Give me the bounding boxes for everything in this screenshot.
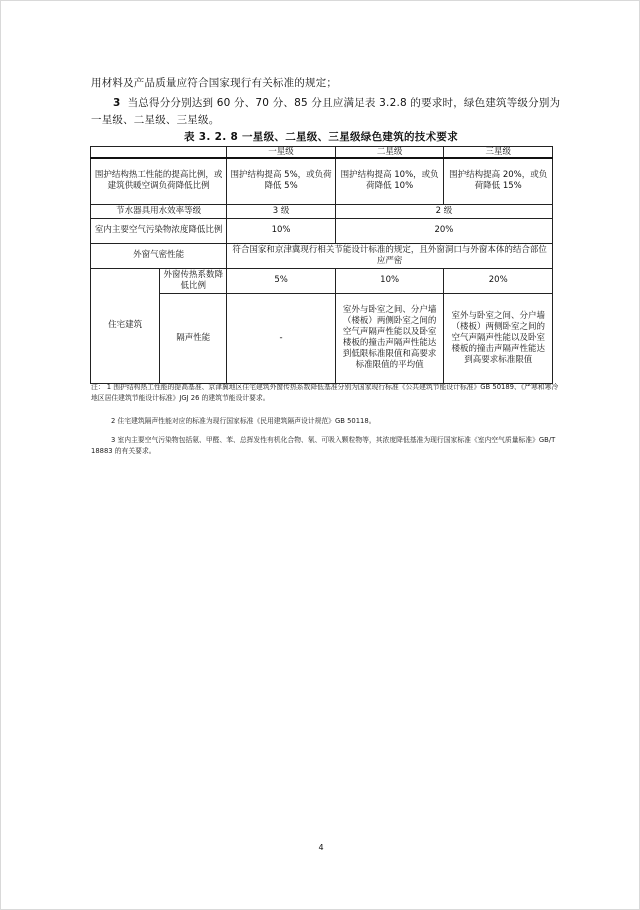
header-two-star: 二星级: [335, 147, 444, 159]
table-note-1: [91, 382, 559, 404]
cell-pollutant-one: 10%: [227, 218, 336, 243]
cell-envelope-one: 围护结构提高 5%，或负荷降低 5%: [227, 158, 336, 204]
note-prefix: 注：: [91, 383, 105, 391]
group-label-residential: 住宅建筑: [91, 268, 160, 383]
clause-number: 3: [113, 97, 121, 109]
cell-window-two: 10%: [335, 268, 444, 293]
table-row: [91, 218, 553, 243]
table-row: [91, 158, 553, 204]
cell-sound-two: 室外与卧室之间、分户墙（楼板）两侧卧室之间的空气声隔声性能以及卧室楼板的撞击声隔声性能达到低限标准限值和高要求标准限值的平均值: [335, 293, 444, 383]
cell-airtight-value: 符合国家和京津冀现行相关节能设计标准的规定，且外窗洞口与外窗本体的结合部位应严密: [227, 243, 553, 268]
cell-envelope-three: 围护结构提高 20%，或负荷降低 15%: [444, 158, 553, 204]
row-label-window: 外窗传热系数降低比例: [160, 268, 227, 293]
note-1-text: 1 围护结构热工性能的提高基准、京津冀地区住宅建筑外窗传热系数降低基准分别为国家现行标准《公共建筑节能设计标准》GB 50189、《严寒和寒冷地区居住建筑节能设计标准》JGJ 26 的建筑节能设计要求。: [91, 383, 559, 402]
clause-text: 当总得分分别达到 60 分、70 分、85 分且应满足表 3.2.8 的要求时，绿色建筑等级分别为一星级、二星级、三星级。: [91, 97, 561, 126]
row-label-water: 节水器具用水效率等级: [91, 204, 227, 218]
cell-sound-three: 室外与卧室之间、分户墙（楼板）两侧卧室之间的空气声隔声性能以及卧室楼板的撞击声隔声性能达到高要求标准限值: [444, 293, 553, 383]
header-blank: [91, 147, 227, 159]
table-row: [91, 268, 553, 293]
requirements-table: [90, 146, 553, 384]
cell-window-three: 20%: [444, 268, 553, 293]
body-paragraph-1: 用材料及产品质量应符合国家现行有关标准的规定；: [91, 77, 338, 89]
table-row: [91, 243, 553, 268]
cell-window-one: 5%: [227, 268, 336, 293]
row-label-sound: 隔声性能: [160, 293, 227, 383]
row-label-pollutant: 室内主要空气污染物浓度降低比例: [91, 218, 227, 243]
table-header-row: [91, 147, 553, 159]
cell-water-one: 3 级: [227, 204, 336, 218]
header-three-star: 三星级: [444, 147, 553, 159]
table-row: [91, 204, 553, 218]
page-number: 4: [318, 843, 324, 852]
table-note-2: 2 住宅建筑隔声性能对应的标准为现行国家标准《民用建筑隔声设计规范》GB 50118。: [111, 417, 376, 425]
row-label-envelope: 围护结构热工性能的提高比例，或建筑供暖空调负荷降低比例: [91, 158, 227, 204]
table-note-3: 3 室内主要空气污染物包括氨、甲醛、苯、总挥发性有机化合物、氡、可吸入颗粒物等，其浓度降低基准为现行国家标准《室内空气质量标准》GB/T 18883 的有关要求。: [91, 436, 556, 455]
row-label-airtight: 外窗气密性能: [91, 243, 227, 268]
cell-sound-one: -: [227, 293, 336, 383]
cell-pollutant-two-three: 20%: [335, 218, 552, 243]
cell-water-two-three: 2 级: [335, 204, 552, 218]
cell-envelope-two: 围护结构提高 10%，或负荷降低 10%: [335, 158, 444, 204]
header-one-star: 一星级: [227, 147, 336, 159]
body-paragraph-2: [91, 95, 561, 129]
table-caption: 表 3. 2. 8 一星级、二星级、三星级绿色建筑的技术要求: [183, 131, 459, 143]
table-row: [91, 293, 553, 383]
